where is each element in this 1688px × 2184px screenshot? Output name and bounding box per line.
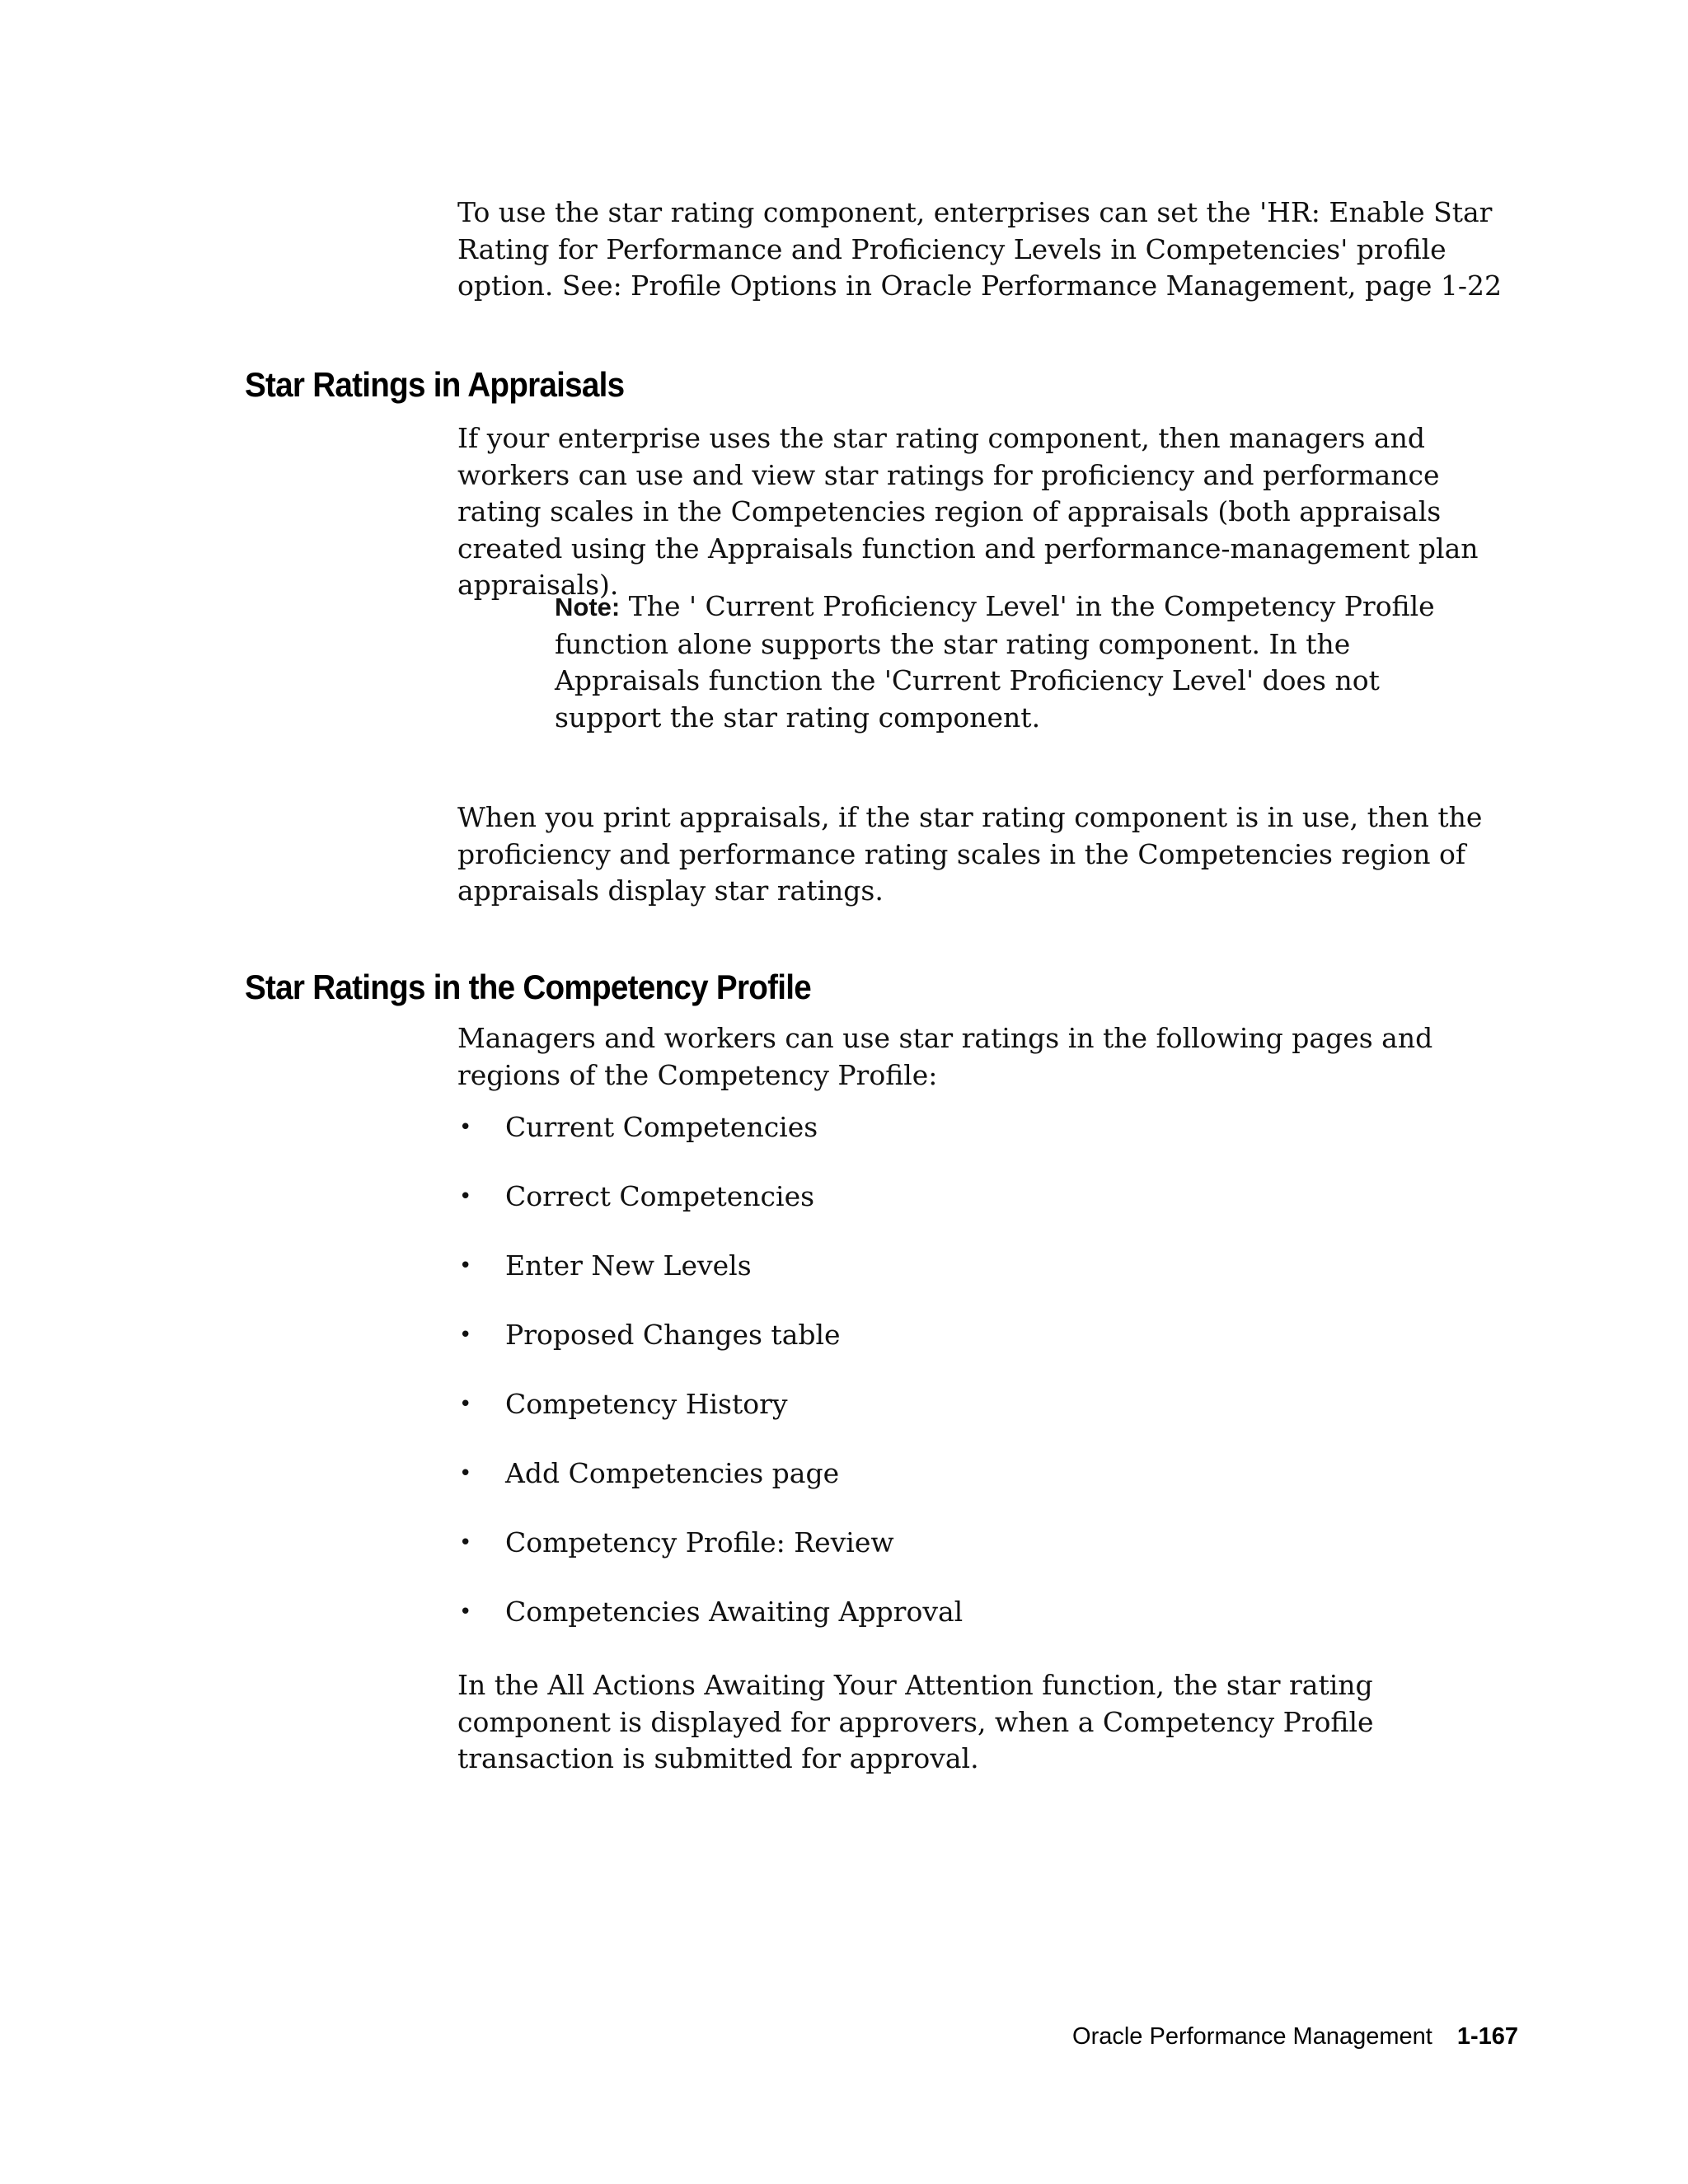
list-item (457, 1317, 963, 1386)
list-item (457, 1248, 963, 1317)
list-item (457, 1455, 963, 1525)
bullet-icon: • (459, 1600, 472, 1624)
list-item-text: Add Competencies page (505, 1457, 840, 1489)
note-box (555, 588, 1461, 736)
list-item (457, 1386, 963, 1455)
page-footer (1072, 2023, 1518, 2050)
page-number: 1-167 (1456, 2023, 1518, 2050)
bullet-icon: • (459, 1530, 472, 1555)
list-item (457, 1109, 963, 1179)
list-item (457, 1179, 963, 1248)
list-item-text: Proposed Changes table (505, 1319, 841, 1351)
bullet-icon: • (459, 1392, 472, 1417)
list-item-text: Competency History (505, 1388, 788, 1420)
list-item-text: Enter New Levels (505, 1249, 752, 1282)
bullet-icon: • (459, 1461, 472, 1486)
bullet-icon: • (459, 1323, 472, 1347)
bullet-icon: • (459, 1254, 472, 1278)
note-text: The ' Current Proficiency Level' in the Competency Profile function alone supports the star rating component. In the Appraisals function the 'Current Proficiency Level' does not support the star rating component. (555, 590, 1435, 733)
note-label: Note: (555, 593, 621, 621)
section-heading-competency-profile: Star Ratings in the Competency Profile (245, 968, 812, 1006)
approvers-paragraph: In the All Actions Awaiting Your Attention function, the star rating component is displayed for approvers, when a Competency Profile transaction is submitted for approval. (457, 1669, 1374, 1774)
competency-pages-list (457, 1109, 963, 1663)
intro-paragraph: To use the star rating component, enterprises can set the 'HR: Enable Star Rating for Performance and Proficiency Levels in Competencies' profile option. See: Profile Options in Oracle Performance Management, page 1-22 (457, 196, 1503, 302)
list-item (457, 1525, 963, 1594)
bullet-icon: • (459, 1184, 472, 1209)
bullet-icon: • (459, 1115, 472, 1140)
list-item-text: Competencies Awaiting Approval (505, 1596, 964, 1628)
section-heading-appraisals: Star Ratings in Appraisals (245, 365, 625, 404)
list-item (457, 1594, 963, 1663)
appraisals-paragraph: If your enterprise uses the star rating component, then managers and workers can use and view star ratings for proficiency and performance rating scales in the Competencies region of appraisals (both appraisals created using the Appraisals function and performance-management plan appraisals). (457, 422, 1479, 601)
print-appraisals-paragraph: When you print appraisals, if the star rating component is in use, then the proficiency and performance rating scales in the Competencies region of appraisals display star ratings. (457, 801, 1483, 907)
list-item-text: Current Competencies (505, 1111, 818, 1143)
footer-title: Oracle Performance Management (1072, 2023, 1432, 2050)
list-item-text: Correct Competencies (505, 1180, 815, 1212)
list-item-text: Competency Profile: Review (505, 1526, 894, 1558)
competency-profile-paragraph: Managers and workers can use star ratings in the following pages and regions of the Competency Profile: (457, 1022, 1433, 1091)
